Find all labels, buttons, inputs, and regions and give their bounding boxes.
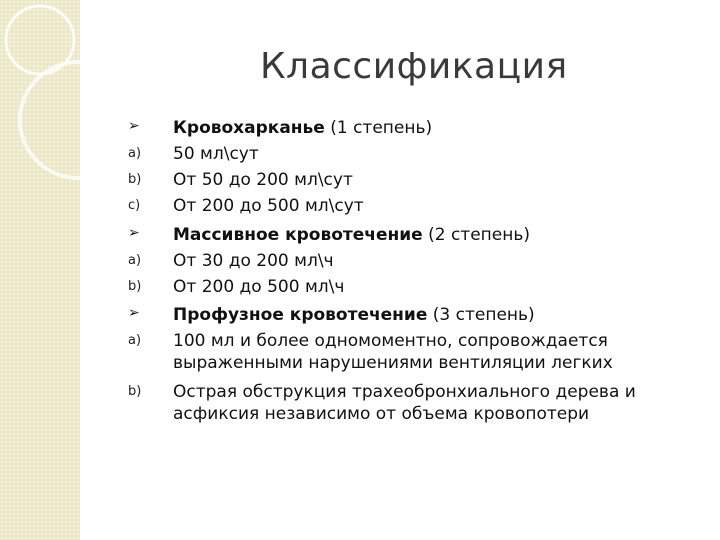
degree-label: (2 степень) bbox=[422, 225, 530, 245]
list-item-line: асфиксия независимо от объема кровопотери bbox=[173, 404, 590, 424]
list-marker: c) bbox=[128, 198, 141, 213]
decorative-side-band bbox=[0, 0, 80, 540]
list-item: От 30 до 200 мл\ч bbox=[173, 251, 334, 271]
list-marker: b) bbox=[128, 172, 142, 187]
list-marker: a) bbox=[128, 333, 142, 348]
list-item-line: 100 мл и более одномоментно, сопровождается bbox=[173, 331, 608, 351]
list-item: От 200 до 500 мл\ч bbox=[173, 277, 345, 297]
list-item: 50 мл\сут bbox=[173, 144, 259, 164]
decorative-circles-icon bbox=[0, 0, 80, 540]
list-item-line: Острая обструкция трахеобронхиального дерева и bbox=[173, 382, 636, 402]
arrow-bullet-icon: ➢ bbox=[128, 118, 140, 134]
list-item bbox=[173, 330, 693, 374]
list-item-heading bbox=[173, 304, 693, 326]
arrow-bullet-icon: ➢ bbox=[128, 305, 140, 321]
list-marker: a) bbox=[128, 146, 142, 161]
list-item: От 200 до 500 мл\сут bbox=[173, 196, 364, 216]
heading-label: Профузное кровотечение bbox=[173, 305, 428, 325]
list-item-heading bbox=[173, 117, 693, 139]
slide-title: Классификация bbox=[260, 46, 568, 87]
degree-label: (3 степень) bbox=[427, 305, 535, 325]
arrow-bullet-icon: ➢ bbox=[128, 225, 140, 241]
heading-label: Массивное кровотечение bbox=[173, 225, 423, 245]
list-item: От 50 до 200 мл\сут bbox=[173, 170, 353, 190]
list-item bbox=[173, 381, 693, 425]
list-item-heading bbox=[173, 224, 693, 246]
degree-label: (1 степень) bbox=[324, 118, 433, 138]
list-marker: b) bbox=[128, 279, 142, 294]
list-marker: b) bbox=[128, 384, 142, 399]
list-marker: a) bbox=[128, 253, 142, 268]
heading-label: Кровохарканье bbox=[173, 118, 325, 138]
list-item-line: выраженными нарушениями вентиляции легких bbox=[173, 353, 613, 373]
